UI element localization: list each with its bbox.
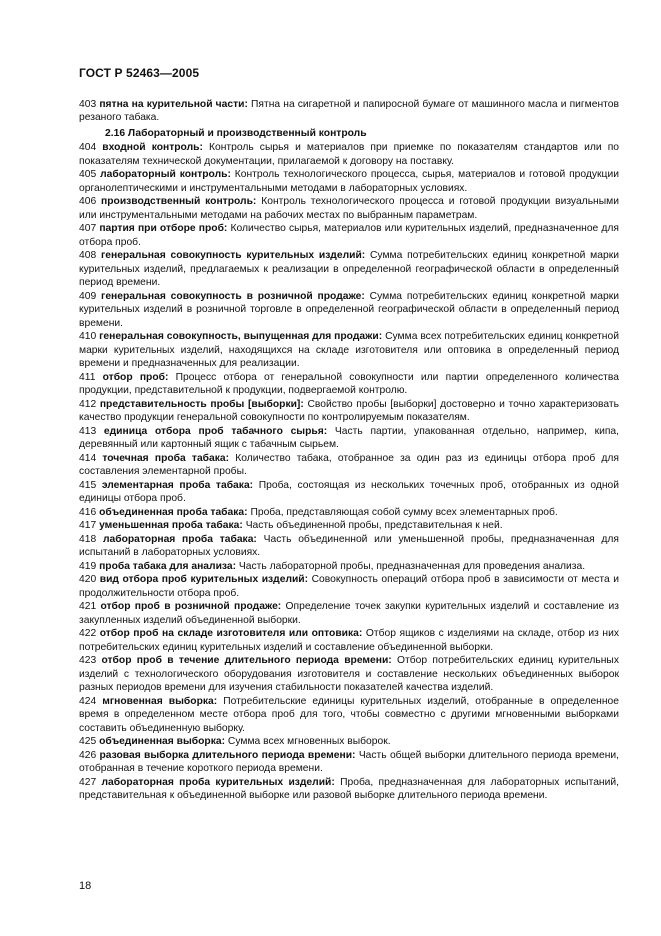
entry-419 — [79, 560, 619, 574]
entry-term: точечная проба табака: — [102, 452, 230, 464]
entry-424 — [79, 695, 619, 736]
entry-term: мгновенная выборка: — [102, 695, 218, 707]
entry-409 — [79, 290, 619, 331]
entry-number: 419 — [79, 560, 97, 572]
entry-term: генеральная совокупность курительных изделий: — [100, 250, 366, 261]
entry-definition: Проба, состоящая из нескольких точечных проб, отобранных из одной единицы отбора проб. — [79, 479, 619, 504]
entry-number: 420 — [79, 574, 97, 585]
entry-definition: Процесс отбора от генеральной совокупности или партии определенного количества продукции, представительной к продукции, подвергаемой контролю. — [79, 371, 619, 396]
entry-number: 408 — [79, 250, 97, 261]
entry-416 — [79, 506, 619, 520]
entry-417 — [79, 519, 619, 533]
entry-term: отбор проб в течение длительного периода времени: — [101, 655, 392, 666]
entry-definition: Часть партии, упакованная отдельно, например, кипа, деревянный или картонный ящик с табачным сырьем. — [79, 425, 619, 450]
entry-407 — [79, 222, 619, 249]
entry-term: входной контроль: — [102, 142, 203, 153]
entry-definition: Проба, предназначенная для лабораторных испытаний, представительная к объединенной выборке или разовой выборке длительного периода времени. — [79, 776, 619, 801]
entry-number: 406 — [79, 196, 97, 207]
entry-term: элементарная проба табака: — [101, 479, 254, 491]
entry-411 — [79, 371, 619, 398]
entry-423 — [79, 654, 619, 695]
entry-number: 412 — [79, 398, 97, 410]
entry-408 — [79, 249, 619, 290]
entry-term: вид отбора проб курительных изделий: — [99, 574, 309, 585]
entry-definition: Совокупность операций отбора проб в зависимости от места и продолжительности отбора проб. — [79, 574, 619, 599]
entry-definition: Часть лабораторной пробы, предназначенная для проведения анализа. — [238, 560, 586, 572]
entry-number: 424 — [79, 695, 97, 707]
entry-term: лабораторная проба табака: — [102, 533, 257, 545]
entry-term: отбор проб на складе изготовителя или оптовика: — [99, 628, 363, 639]
entry-term: объединенная проба табака: — [99, 506, 248, 518]
entry-420 — [79, 573, 619, 600]
section-title: 2.16 Лабораторный и производственный контроль — [105, 127, 367, 139]
entry-definition: Отбор ящиков с изделиями на складе, отбор из них потребительских единиц курительных изделий и составление объединенной выборки. — [79, 628, 619, 653]
entry-definition: Сумма потребительских единиц конкретной марки курительных изделий, предлагаемых к реализации в определенной географической области в определенный период времени. — [79, 250, 619, 288]
entry-term: лабораторная проба курительных изделий: — [101, 776, 335, 788]
entry-definition: Проба, представляющая собой сумму всех элементарных проб. — [250, 506, 558, 518]
entry-number: 422 — [79, 628, 97, 639]
entry-number: 421 — [79, 601, 97, 612]
entry-404 — [79, 141, 619, 168]
entry-number: 423 — [79, 655, 97, 666]
entry-term: партия при отборе проб: — [99, 223, 228, 234]
entry-413 — [79, 425, 619, 452]
entry-number: 413 — [79, 425, 97, 437]
entry-427 — [79, 776, 619, 803]
entry-definition: Потребительские единицы курительных изделий, отобранные в определенное время в определенном месте отбора проб для того, чтобы совместно с другими мгновенными выборками составить объединенную выборку. — [79, 695, 619, 734]
entry-415 — [79, 479, 619, 506]
entry-definition: Часть объединенной или уменьшенной пробы, предназначенная для испытаний в лабораторных условиях. — [79, 533, 619, 558]
entry-422 — [79, 627, 619, 654]
entry-425 — [79, 735, 619, 749]
entry-term: отбор проб: — [102, 371, 169, 383]
entry-term: разовая выборка длительного периода времени: — [99, 749, 356, 761]
entries-list — [79, 141, 619, 803]
entry-414 — [79, 452, 619, 479]
entry-definition: Контроль сырья и материалов при приемке по показателям стандартов или по показателям технической документации, прилагаемой к договору на поставку. — [79, 142, 619, 167]
entry-definition: Часть общей выборки длительного периода времени, отобранная в течение короткого периода времени. — [79, 749, 619, 774]
entry-definition: Количество табака, отобранное за один раз из единицы отбора проб для составления элементарной пробы. — [79, 452, 619, 477]
entry-418 — [79, 533, 619, 560]
entry-410 — [79, 330, 619, 371]
page-number: 18 — [79, 880, 92, 892]
entry-number: 414 — [79, 452, 97, 464]
document-body — [79, 98, 619, 803]
entry-405 — [79, 168, 619, 195]
entry-definition: Свойство пробы [выборки] достоверно и точно характеризовать качество продукции генеральной совокупности по контролируемым показателям. — [79, 398, 619, 423]
entry-term: лабораторный контроль: — [100, 169, 231, 180]
entry-426 — [79, 749, 619, 776]
entry-term: генеральная совокупность, выпущенная для продажи: — [99, 331, 383, 342]
entry-number: 417 — [79, 520, 97, 531]
entry-number: 416 — [79, 506, 97, 518]
entry-403 — [79, 98, 619, 125]
entry-number: 403 — [79, 98, 97, 110]
entry-term: генеральная совокупность в розничной продаже: — [101, 290, 365, 302]
entry-definition: Определение точек закупки курительных изделий и составление из закупленных изделий объединенной выборки. — [79, 601, 619, 626]
entry-definition: Отбор потребительских единиц курительных изделий с технологического оборудования изготовителя и составление нескольких объединенных выборок разных периодов времени для изучения стабильности показателей качества изделий. — [79, 655, 619, 693]
entry-definition: Контроль технологического процесса, сырья, материалов и готовой продукции органолептическими и инструментальными методами в лабораторных условиях. — [79, 169, 619, 194]
entry-term: представительность пробы [выборки]: — [99, 398, 304, 410]
entry-term: проба табака для анализа: — [99, 560, 237, 572]
entry-definition: Пятна на сигаретной и папиросной бумаге от машинного масла и пигментов резаного табака. — [79, 98, 619, 123]
entry-number: 427 — [79, 776, 97, 788]
entry-term: объединенная выборка: — [99, 736, 226, 747]
entry-definition: Сумма всех потребительских единиц конкретной марки курительных изделий, находящихся на складе изготовителя или оптовика в определенный период времени и предназначенных для реализации. — [79, 331, 619, 369]
entry-definition: Часть объединенной пробы, представительная к ней. — [245, 520, 503, 531]
entry-421 — [79, 600, 619, 627]
entry-definition: Контроль технологического процесса и готовой продукции визуальными или инструментальными методами на рабочих местах по выбранным параметрам. — [79, 196, 619, 221]
entry-412 — [79, 398, 619, 425]
entry-term: отбор проб в розничной продаже: — [100, 601, 282, 612]
entry-definition: Сумма потребительских единиц конкретной марки курительных изделий в розничной торговле в определенной географической области в определенный период времени. — [79, 290, 619, 329]
entry-number: 418 — [79, 533, 97, 545]
entry-term: производственный контроль: — [101, 196, 257, 207]
entry-term: уменьшенная проба табака: — [99, 520, 243, 531]
entry-number: 425 — [79, 736, 97, 747]
entry-number: 404 — [79, 142, 97, 153]
entry-number: 409 — [79, 290, 97, 302]
entry-number: 411 — [79, 371, 96, 383]
document-header: ГОСТ Р 52463—2005 — [79, 66, 200, 80]
entry-number: 410 — [79, 331, 97, 342]
entry-definition: Сумма всех мгновенных выборок. — [227, 736, 391, 747]
entry-406 — [79, 195, 619, 222]
entry-number: 407 — [79, 223, 97, 234]
entry-term: единица отбора проб табачного сырья: — [103, 425, 328, 437]
entry-number: 426 — [79, 749, 97, 761]
entry-number: 405 — [79, 169, 97, 180]
entry-number: 415 — [79, 479, 97, 491]
entry-definition: Количество сырья, материалов или курительных изделий, предназначенное для отбора проб. — [79, 223, 619, 248]
entry-term: пятна на курительной части: — [99, 98, 248, 110]
